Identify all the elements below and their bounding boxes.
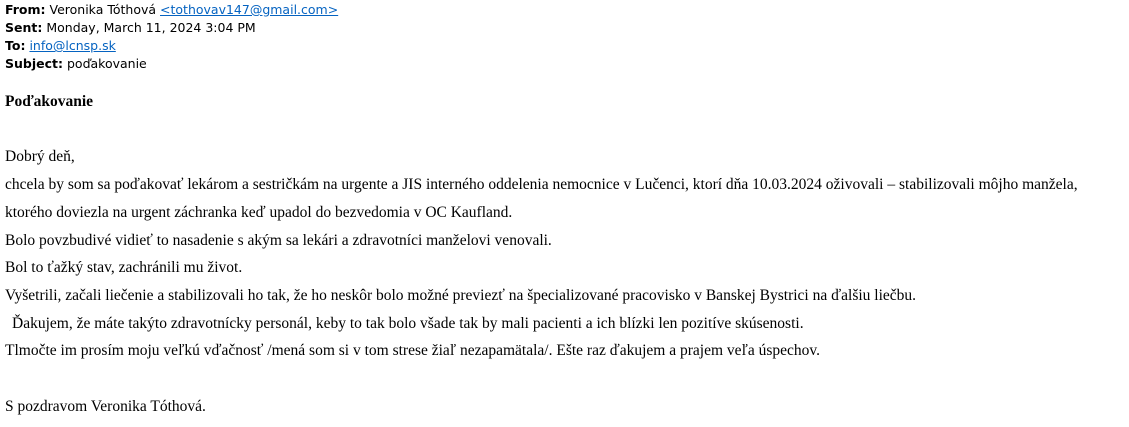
email-body <box>5 88 1125 420</box>
body-line: Bol to ťažký stav, zachránili mu život. <box>5 259 243 277</box>
to-label: To: <box>5 38 26 53</box>
to-email-link[interactable]: info@lcnsp.sk <box>29 38 116 53</box>
sent-label: Sent: <box>5 20 43 35</box>
subject-value: poďakovanie <box>66 56 147 71</box>
from-label: From: <box>5 2 46 17</box>
signature: S pozdravom Veronika Tóthová. <box>5 397 206 415</box>
subject-line <box>5 55 338 73</box>
body-line: Tlmočte im prosím moju veľkú vďačnosť /mená som si v tom strese žiaľ nezapamätala/. Ešte raz ďakujem a prajem veľa úspechov. <box>5 342 820 360</box>
body-line: Vyšetrili, začali liečenie a stabilizovali ho tak, že ho neskôr bolo možné previezť na špecializované pracovisko v Banskej Bystrici na ďalšiu liečbu. <box>5 286 917 304</box>
email-header <box>5 1 338 73</box>
body-line: Ďakujem, že máte takýto zdravotnícky personál, keby to tak bolo všade tak by mali pacienti a ich blízki len pozitíve skúsenosti. <box>12 314 804 332</box>
from-name: Veronika Tóthová <box>49 2 157 17</box>
body-heading: Poďakovanie <box>5 93 94 110</box>
greeting: Dobrý deň, <box>5 148 75 166</box>
from-line <box>5 1 338 19</box>
blank-line <box>5 365 1125 393</box>
subject-label: Subject: <box>5 56 63 71</box>
to-line <box>5 37 338 55</box>
body-line: Bolo povzbudivé vidieť to nasadenie s akým sa lekári a zdravotníci manželovi venovali. <box>5 231 552 249</box>
from-email-link[interactable]: <tothovav147@gmail.com> <box>160 2 339 17</box>
blank-line <box>5 116 1125 144</box>
sent-line <box>5 19 338 37</box>
body-line: chcela by som sa poďakovať lekárom a sestričkám na urgente a JIS interného oddelenia nemocnice v Lučenci, ktorí dňa 10.03.2024 oživovali – stabilizovali môjho manžela, <box>5 176 1078 194</box>
sent-value: Monday, March 11, 2024 3:04 PM <box>46 20 256 35</box>
body-line: ktorého doviezla na urgent záchranka keď upadol do bezvedomia v OC Kaufland. <box>5 203 513 221</box>
